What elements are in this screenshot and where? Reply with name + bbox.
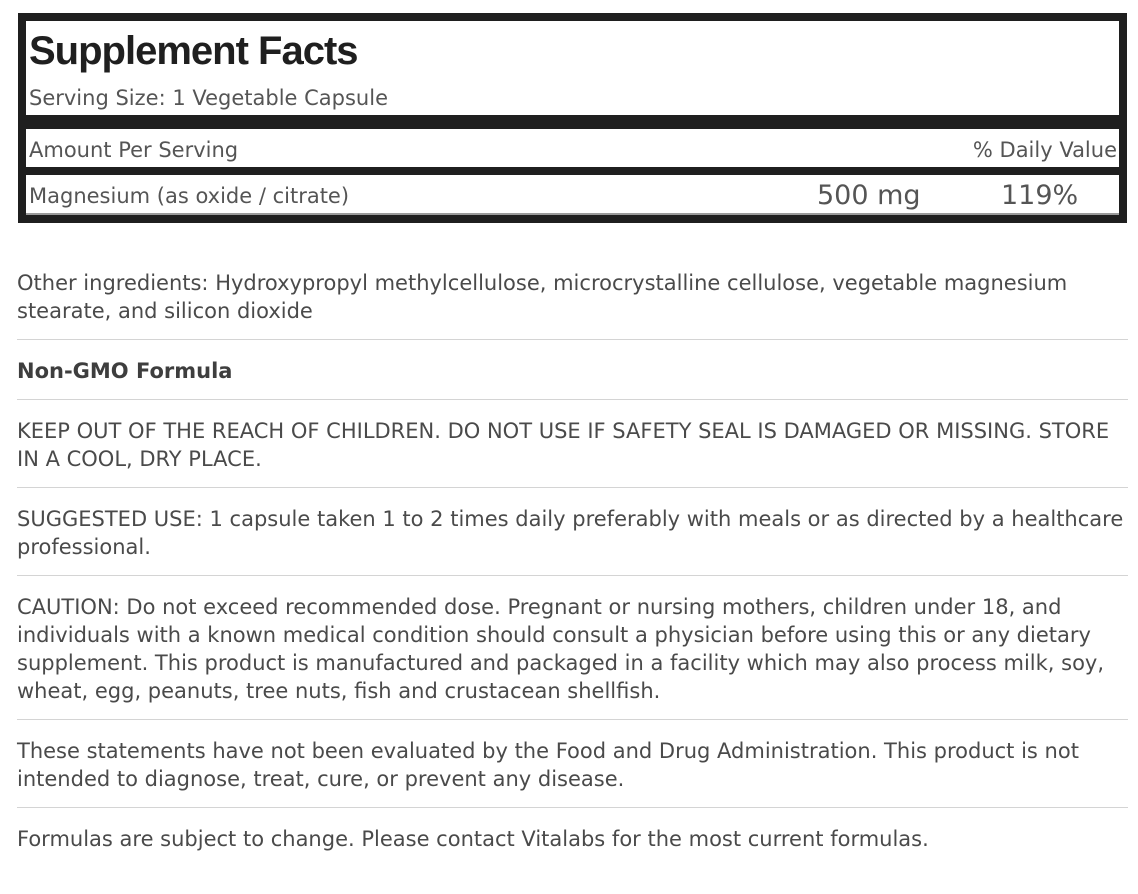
thick-divider: [26, 115, 1119, 129]
note-divider: [17, 399, 1128, 400]
non-gmo-note: Non-GMO Formula: [17, 359, 233, 383]
note-divider: [17, 807, 1128, 808]
fda-disclaimer-note: These statements have not been evaluated by the Food and Drug Administration. This product is not intended to diagnose, treat, cure, or prevent any disease.: [17, 739, 1079, 791]
note-divider: [17, 487, 1128, 488]
caution-note: CAUTION: Do not exceed recommended dose. Pregnant or nursing mothers, children under 18, and individuals with a known medical condition should consult a physician before using this or any dietary supplement. This product is manufactured and packaged in a facility which may also process milk, soy, wheat, egg, peanuts, tree nuts, fish and crustacean shellfish.: [17, 595, 1105, 703]
thin-divider: [26, 213, 1119, 215]
daily-value-label: % Daily Value: [972, 138, 1117, 162]
note-divider: [17, 575, 1128, 576]
ingredient-name: Magnesium (as oxide / citrate): [29, 184, 350, 208]
keep-out-of-reach-note: KEEP OUT OF THE REACH OF CHILDREN. DO NOT USE IF SAFETY SEAL IS DAMAGED OR MISSING. STORE IN A COOL, DRY PLACE.: [17, 419, 1110, 471]
ingredient-amount: 500 mg: [817, 180, 921, 211]
amount-per-serving-label: Amount Per Serving: [29, 138, 239, 162]
note-divider: [17, 339, 1128, 340]
supplement-facts-inner: [26, 21, 1119, 215]
note-divider: [17, 719, 1128, 720]
ingredient-row: [29, 179, 1117, 213]
other-ingredients-note: Other ingredients: Hydroxypropyl methylcellulose, microcrystalline cellulose, vegetable magnesium stearate, and silicon dioxide: [17, 271, 1068, 323]
ingredient-daily-value: 119%: [1001, 180, 1079, 211]
supplement-facts-panel: [18, 13, 1127, 223]
facts-title: Supplement Facts: [29, 29, 358, 73]
facts-header-row: [29, 135, 1117, 165]
suggested-use-note: SUGGESTED USE: 1 capsule taken 1 to 2 times daily preferably with meals or as directed by a healthcare professional.: [17, 507, 1124, 559]
product-notes: [17, 266, 1128, 853]
medium-divider: [26, 167, 1119, 175]
serving-size: Serving Size: 1 Vegetable Capsule: [29, 86, 388, 110]
formula-change-note: Formulas are subject to change. Please contact Vitalabs for the most current formulas.: [17, 827, 929, 851]
